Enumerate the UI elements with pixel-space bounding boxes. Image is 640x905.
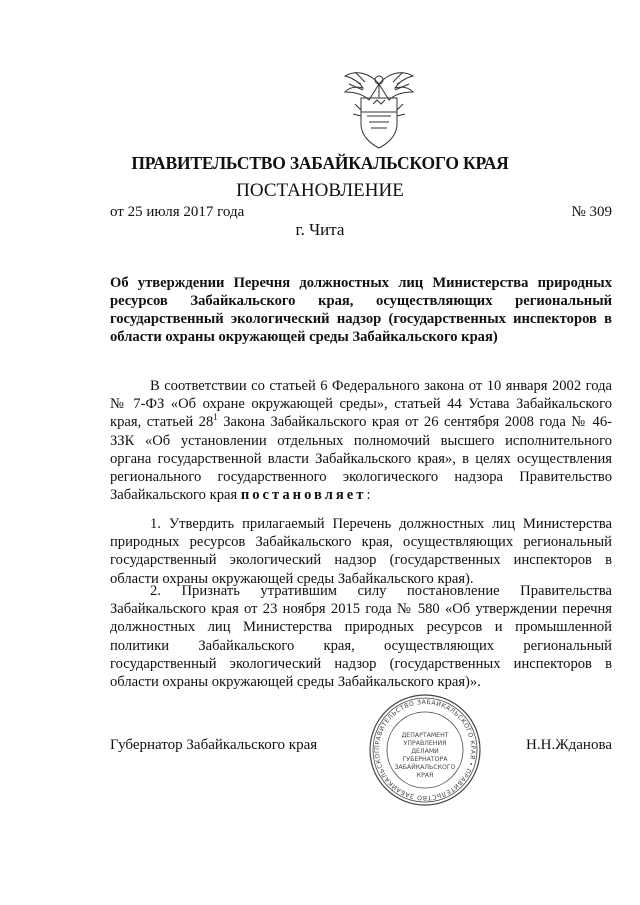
svg-text:ДЕЛАМИ: ДЕЛАМИ (411, 748, 439, 755)
document-subject: Об утверждении Перечня должностных лиц Министерства природных ресурсов Забайкальского края, осуществляющих региональный государственный экологический надзор (государственных инспекторов в области охраны окружающей среды Забайкальского края) (110, 275, 612, 345)
svg-text:ЗАБАЙКАЛЬСКОГО: ЗАБАЙКАЛЬСКОГО (394, 764, 456, 771)
preamble-text-part1: В соответствии со статьей 6 Федерального закона от 10 января 2002 года № 7-ФЗ «Об охране окружающей среды», статьей 44 Устава Забайкальского края, статьей 28 (110, 378, 612, 431)
preamble-text-part2: Закона Забайкальского края от 26 сентября 2008 года № 46-ЗЗК «Об установлении отдельных полномочий высшего исполнительного органа государственной власти Забайкальского края», в целях осуществления регионального государственного экологического надзора Правительство Забайкальского края (110, 414, 612, 504)
decree-item-2: 2. Признать утратившим силу постановление Правительства Забайкальского края от 23 ноября 2015 года № 580 «Об утверждении перечня должностных лиц Министерства природных ресурсов и промышленной политики Забайкальского края, осуществляющих региональный государственный экологический надзор (государственных инспекторов в области охраны окружающей среды Забайкальского края)». (110, 583, 612, 691)
preamble-ending: : (366, 487, 371, 504)
signatory-name: Н.Н.Жданова (526, 737, 612, 753)
document-date: от 25 июля 2017 года (110, 204, 245, 220)
svg-text:ПРАВИТЕЛЬСТВО ЗАБАЙКАЛЬСКОГО К: ПРАВИТЕЛЬСТВО ЗАБАЙКАЛЬСКОГО КРАЯ • ПРАВИТЕЛЬСТВО ЗАБАЙКАЛЬСКОГ (373, 698, 477, 802)
official-seal-stamp (368, 693, 482, 807)
signatory-position: Губернатор Забайкальского края (110, 737, 318, 753)
svg-text:ДЕПАРТАМЕНТ: ДЕПАРТАМЕНТ (401, 732, 449, 739)
document-number: № 309 (571, 204, 612, 220)
svg-text:КРАЯ: КРАЯ (416, 772, 434, 779)
document-type: ПОСТАНОВЛЕНИЕ (236, 180, 404, 201)
coat-of-arms-icon (341, 64, 417, 150)
government-title: ПРАВИТЕЛЬСТВО ЗАБАЙКАЛЬСКОГО КРАЯ (131, 153, 509, 173)
document-city: г. Чита (295, 220, 345, 239)
decree-word: постановляет (240, 487, 367, 504)
preamble-paragraph (110, 377, 612, 504)
svg-text:ГУБЕРНАТОРА: ГУБЕРНАТОРА (402, 756, 448, 763)
article-superscript: 1 (213, 412, 218, 423)
svg-text:УПРАВЛЕНИЯ: УПРАВЛЕНИЯ (403, 740, 447, 747)
decree-item-1: 1. Утвердить прилагаемый Перечень должностных лиц Министерства природных ресурсов Забайкальского края, осуществляющих региональный государственный экологический надзор (государственных инспекторов в области охраны окружающей среды Забайкальского края). (110, 516, 612, 587)
